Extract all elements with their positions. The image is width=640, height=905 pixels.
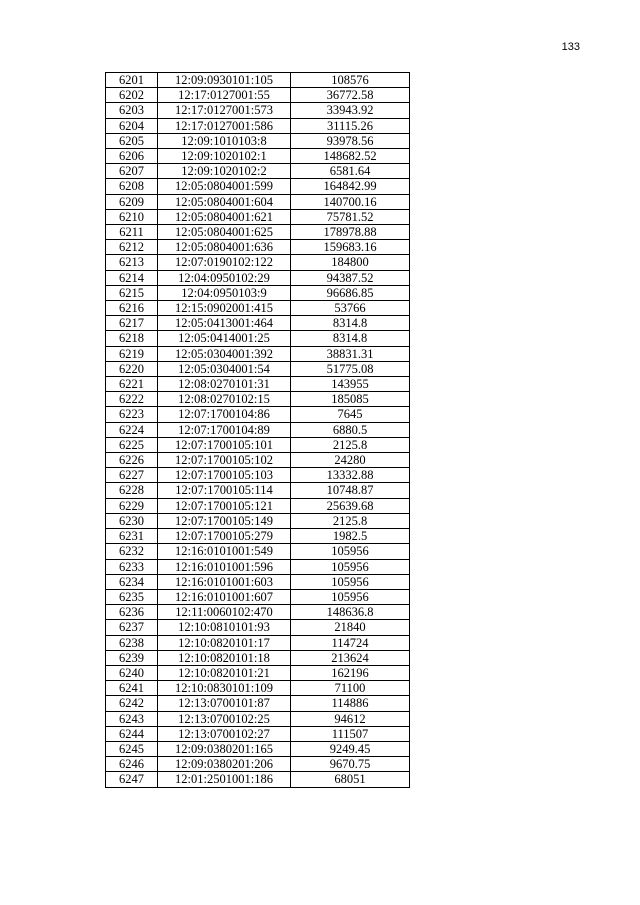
row-number-cell: 6211	[106, 225, 158, 240]
row-number-cell: 6223	[106, 407, 158, 422]
value-cell: 94612	[291, 711, 410, 726]
value-cell: 93978.56	[291, 133, 410, 148]
table-row	[106, 696, 410, 711]
cadastral-number-cell: 12:07:1700105:279	[158, 529, 291, 544]
cadastral-number-cell: 12:05:0804001:604	[158, 194, 291, 209]
cadastral-number-cell: 12:17:0127001:586	[158, 118, 291, 133]
table-row	[106, 726, 410, 741]
cadastral-number-cell: 12:07:1700105:121	[158, 498, 291, 513]
cadastral-number-cell: 12:10:0820101:17	[158, 635, 291, 650]
row-number-cell: 6230	[106, 513, 158, 528]
row-number-cell: 6238	[106, 635, 158, 650]
cadastral-number-cell: 12:09:1020102:2	[158, 164, 291, 179]
cadastral-number-cell: 12:09:0380201:206	[158, 757, 291, 772]
row-number-cell: 6209	[106, 194, 158, 209]
cadastral-number-cell: 12:10:0810101:93	[158, 620, 291, 635]
row-number-cell: 6245	[106, 741, 158, 756]
cadastral-number-cell: 12:08:0270101:31	[158, 377, 291, 392]
table-row	[106, 711, 410, 726]
table-row	[106, 301, 410, 316]
cadastral-number-cell: 12:08:0270102:15	[158, 392, 291, 407]
cadastral-number-cell: 12:09:1010103:8	[158, 133, 291, 148]
cadastral-number-cell: 12:05:0413001:464	[158, 316, 291, 331]
value-cell: 38831.31	[291, 346, 410, 361]
table-row	[106, 559, 410, 574]
value-cell: 75781.52	[291, 209, 410, 224]
table-row	[106, 316, 410, 331]
value-cell: 2125.8	[291, 513, 410, 528]
page-number: 133	[561, 41, 580, 53]
cadastral-number-cell: 12:09:1020102:1	[158, 149, 291, 164]
table-row	[106, 209, 410, 224]
cadastral-number-cell: 12:07:1700104:89	[158, 422, 291, 437]
value-cell: 105956	[291, 574, 410, 589]
row-number-cell: 6229	[106, 498, 158, 513]
value-cell: 105956	[291, 559, 410, 574]
row-number-cell: 6244	[106, 726, 158, 741]
cadastral-number-cell: 12:07:1700105:149	[158, 513, 291, 528]
cadastral-number-cell: 12:05:0414001:25	[158, 331, 291, 346]
cadastral-number-cell: 12:05:0804001:599	[158, 179, 291, 194]
row-number-cell: 6205	[106, 133, 158, 148]
value-cell: 6581.64	[291, 164, 410, 179]
table-row	[106, 73, 410, 88]
value-cell: 143955	[291, 377, 410, 392]
table-row	[106, 437, 410, 452]
cadastral-number-cell: 12:05:0304001:54	[158, 361, 291, 376]
value-cell: 68051	[291, 772, 410, 787]
row-number-cell: 6239	[106, 650, 158, 665]
cadastral-number-cell: 12:13:0700102:25	[158, 711, 291, 726]
value-cell: 108576	[291, 73, 410, 88]
table-row	[106, 225, 410, 240]
row-number-cell: 6208	[106, 179, 158, 194]
table-row	[106, 270, 410, 285]
cadastral-number-cell: 12:16:0101001:607	[158, 589, 291, 604]
value-cell: 159683.16	[291, 240, 410, 255]
table-row	[106, 164, 410, 179]
row-number-cell: 6204	[106, 118, 158, 133]
value-cell: 71100	[291, 681, 410, 696]
row-number-cell: 6225	[106, 437, 158, 452]
row-number-cell: 6222	[106, 392, 158, 407]
table-row	[106, 331, 410, 346]
value-cell: 162196	[291, 665, 410, 680]
cadastral-number-cell: 12:16:0101001:596	[158, 559, 291, 574]
row-number-cell: 6224	[106, 422, 158, 437]
value-cell: 184800	[291, 255, 410, 270]
value-cell: 13332.88	[291, 468, 410, 483]
value-cell: 9249.45	[291, 741, 410, 756]
cadastral-number-cell: 12:11:0060102:470	[158, 605, 291, 620]
table-body	[106, 73, 410, 788]
value-cell: 114886	[291, 696, 410, 711]
cadastral-number-cell: 12:07:1700105:101	[158, 437, 291, 452]
value-cell: 53766	[291, 301, 410, 316]
value-cell: 114724	[291, 635, 410, 650]
row-number-cell: 6231	[106, 529, 158, 544]
cadastral-number-cell: 12:07:1700105:114	[158, 483, 291, 498]
row-number-cell: 6247	[106, 772, 158, 787]
cadastral-number-cell: 12:13:0700102:27	[158, 726, 291, 741]
row-number-cell: 6214	[106, 270, 158, 285]
row-number-cell: 6240	[106, 665, 158, 680]
table-row	[106, 361, 410, 376]
cadastral-number-cell: 12:16:0101001:549	[158, 544, 291, 559]
cadastral-number-cell: 12:07:1700105:102	[158, 453, 291, 468]
value-cell: 1982.5	[291, 529, 410, 544]
row-number-cell: 6241	[106, 681, 158, 696]
table-row	[106, 377, 410, 392]
row-number-cell: 6242	[106, 696, 158, 711]
table-row	[106, 422, 410, 437]
table-row	[106, 392, 410, 407]
table-row	[106, 483, 410, 498]
value-cell: 164842.99	[291, 179, 410, 194]
table-row	[106, 605, 410, 620]
table-row	[106, 741, 410, 756]
row-number-cell: 6232	[106, 544, 158, 559]
row-number-cell: 6203	[106, 103, 158, 118]
table-row	[106, 635, 410, 650]
value-cell: 213624	[291, 650, 410, 665]
value-cell: 111507	[291, 726, 410, 741]
value-cell: 33943.92	[291, 103, 410, 118]
row-number-cell: 6246	[106, 757, 158, 772]
row-number-cell: 6210	[106, 209, 158, 224]
row-number-cell: 6243	[106, 711, 158, 726]
cadastral-number-cell: 12:07:0190102:122	[158, 255, 291, 270]
cadastral-number-cell: 12:10:0820101:21	[158, 665, 291, 680]
value-cell: 185085	[291, 392, 410, 407]
row-number-cell: 6226	[106, 453, 158, 468]
table-row	[106, 103, 410, 118]
table-row	[106, 772, 410, 787]
row-number-cell: 6212	[106, 240, 158, 255]
table-row	[106, 453, 410, 468]
value-cell: 24280	[291, 453, 410, 468]
cadastral-number-cell: 12:10:0820101:18	[158, 650, 291, 665]
table-row	[106, 88, 410, 103]
table-row	[106, 133, 410, 148]
row-number-cell: 6228	[106, 483, 158, 498]
table-row	[106, 665, 410, 680]
table-row	[106, 498, 410, 513]
cadastral-number-cell: 12:16:0101001:603	[158, 574, 291, 589]
cadastral-number-cell: 12:05:0304001:392	[158, 346, 291, 361]
row-number-cell: 6215	[106, 285, 158, 300]
value-cell: 21840	[291, 620, 410, 635]
value-cell: 6880.5	[291, 422, 410, 437]
table-row	[106, 650, 410, 665]
value-cell: 178978.88	[291, 225, 410, 240]
value-cell: 9670.75	[291, 757, 410, 772]
row-number-cell: 6213	[106, 255, 158, 270]
row-number-cell: 6202	[106, 88, 158, 103]
cadastral-number-cell: 12:17:0127001:573	[158, 103, 291, 118]
cadastral-number-cell: 12:01:2501001:186	[158, 772, 291, 787]
table-row	[106, 346, 410, 361]
value-cell: 36772.58	[291, 88, 410, 103]
table-row	[106, 529, 410, 544]
table-row	[106, 620, 410, 635]
cadastral-number-cell: 12:05:0804001:636	[158, 240, 291, 255]
row-number-cell: 6236	[106, 605, 158, 620]
table-row	[106, 681, 410, 696]
cadastral-number-cell: 12:07:1700105:103	[158, 468, 291, 483]
table-row	[106, 149, 410, 164]
cadastral-number-cell: 12:09:0930101:105	[158, 73, 291, 88]
row-number-cell: 6207	[106, 164, 158, 179]
cadastral-number-cell: 12:05:0804001:621	[158, 209, 291, 224]
cadastral-number-cell: 12:09:0380201:165	[158, 741, 291, 756]
value-cell: 10748.87	[291, 483, 410, 498]
cadastral-number-cell: 12:04:0950102:29	[158, 270, 291, 285]
table-row	[106, 589, 410, 604]
table-row	[106, 513, 410, 528]
value-cell: 51775.08	[291, 361, 410, 376]
value-cell: 94387.52	[291, 270, 410, 285]
cadastral-number-cell: 12:05:0804001:625	[158, 225, 291, 240]
row-number-cell: 6206	[106, 149, 158, 164]
value-cell: 31115.26	[291, 118, 410, 133]
cadastral-number-cell: 12:07:1700104:86	[158, 407, 291, 422]
cadastral-number-cell: 12:13:0700101:87	[158, 696, 291, 711]
row-number-cell: 6219	[106, 346, 158, 361]
table-row	[106, 407, 410, 422]
cadastral-number-cell: 12:10:0830101:109	[158, 681, 291, 696]
row-number-cell: 6235	[106, 589, 158, 604]
value-cell: 105956	[291, 544, 410, 559]
table-row	[106, 285, 410, 300]
table-row	[106, 468, 410, 483]
value-cell: 148636.8	[291, 605, 410, 620]
cadastral-number-cell: 12:04:0950103:9	[158, 285, 291, 300]
value-cell: 25639.68	[291, 498, 410, 513]
table-row	[106, 179, 410, 194]
table-row	[106, 574, 410, 589]
value-cell: 8314.8	[291, 331, 410, 346]
table-row	[106, 240, 410, 255]
row-number-cell: 6220	[106, 361, 158, 376]
cadastral-number-cell: 12:15:0902001:415	[158, 301, 291, 316]
row-number-cell: 6227	[106, 468, 158, 483]
table-row	[106, 118, 410, 133]
table-row	[106, 194, 410, 209]
value-cell: 140700.16	[291, 194, 410, 209]
row-number-cell: 6237	[106, 620, 158, 635]
value-cell: 8314.8	[291, 316, 410, 331]
row-number-cell: 6234	[106, 574, 158, 589]
row-number-cell: 6201	[106, 73, 158, 88]
cadastral-number-cell: 12:17:0127001:55	[158, 88, 291, 103]
row-number-cell: 6217	[106, 316, 158, 331]
value-cell: 96686.85	[291, 285, 410, 300]
row-number-cell: 6216	[106, 301, 158, 316]
table-row	[106, 255, 410, 270]
row-number-cell: 6221	[106, 377, 158, 392]
data-table	[105, 72, 410, 788]
value-cell: 105956	[291, 589, 410, 604]
table-row	[106, 757, 410, 772]
value-cell: 7645	[291, 407, 410, 422]
row-number-cell: 6218	[106, 331, 158, 346]
value-cell: 148682.52	[291, 149, 410, 164]
value-cell: 2125.8	[291, 437, 410, 452]
table-row	[106, 544, 410, 559]
row-number-cell: 6233	[106, 559, 158, 574]
